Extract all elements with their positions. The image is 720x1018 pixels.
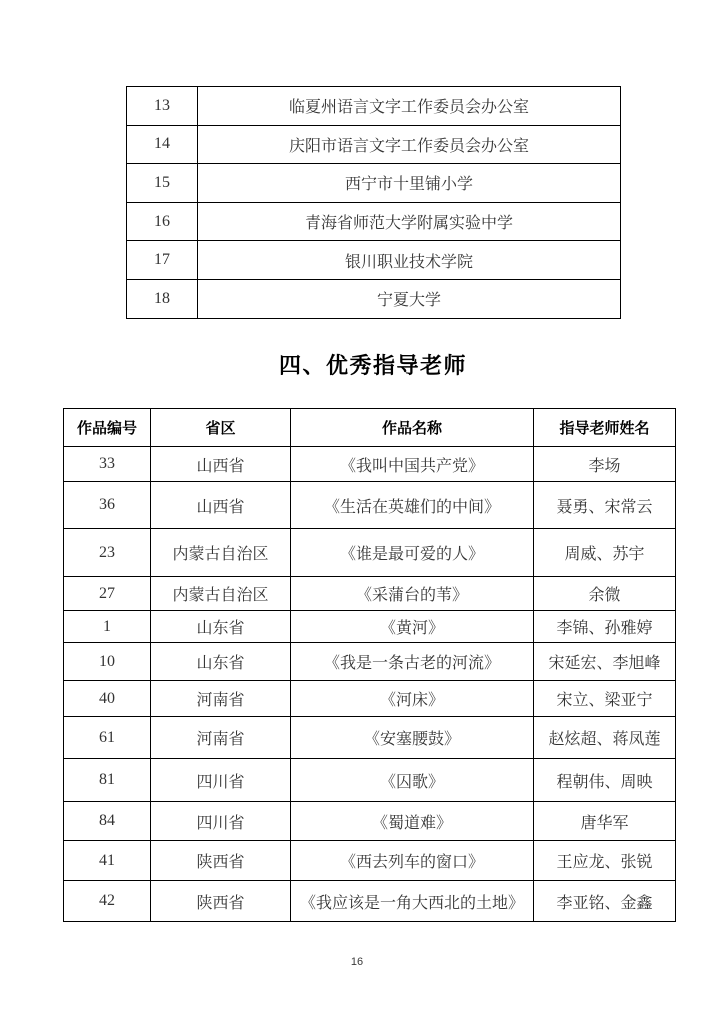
work-number-cell: 33	[64, 447, 151, 482]
award-organization-row	[127, 279, 621, 318]
teacher-name-cell: 程朝伟、周映	[534, 759, 676, 802]
header-cell-work-title: 作品名称	[291, 409, 534, 447]
teacher-name-cell: 宋延宏、李旭峰	[534, 643, 676, 681]
header-cell-work-number: 作品编号	[64, 409, 151, 447]
work-title-cell: 《蜀道难》	[291, 802, 534, 841]
work-number-cell: 27	[64, 577, 151, 611]
org-number-cell: 18	[127, 279, 198, 318]
org-number-cell: 17	[127, 241, 198, 280]
work-number-cell: 36	[64, 482, 151, 529]
award-organizations-table-body	[127, 87, 621, 319]
province-cell: 四川省	[151, 759, 291, 802]
excellent-teacher-row	[64, 611, 676, 643]
work-number-cell: 10	[64, 643, 151, 681]
section-heading: 四、优秀指导老师	[278, 353, 467, 378]
teacher-name-cell: 王应龙、张锐	[534, 841, 676, 881]
province-cell: 陕西省	[151, 841, 291, 881]
org-number-cell: 14	[127, 125, 198, 164]
work-title-cell: 《安塞腰鼓》	[291, 717, 534, 759]
work-number-cell: 61	[64, 717, 151, 759]
excellent-teachers-table-body	[64, 447, 676, 922]
award-organizations-table	[126, 86, 621, 319]
excellent-teacher-row	[64, 577, 676, 611]
work-title-cell: 《生活在英雄们的中间》	[291, 482, 534, 529]
excellent-teacher-row	[64, 447, 676, 482]
teacher-name-cell: 唐华军	[534, 802, 676, 841]
org-name-cell: 庆阳市语言文字工作委员会办公室	[198, 125, 621, 164]
province-cell: 山西省	[151, 482, 291, 529]
excellent-teacher-row	[64, 841, 676, 881]
award-organization-row	[127, 241, 621, 280]
work-number-cell: 1	[64, 611, 151, 643]
teacher-name-cell: 李亚铭、金鑫	[534, 881, 676, 922]
work-title-cell: 《囚歌》	[291, 759, 534, 802]
excellent-teachers-table-header	[64, 409, 676, 447]
excellent-teachers-table	[63, 408, 676, 922]
work-number-cell: 84	[64, 802, 151, 841]
province-cell: 四川省	[151, 802, 291, 841]
work-title-cell: 《我叫中国共产党》	[291, 447, 534, 482]
award-organization-row	[127, 202, 621, 241]
work-title-cell: 《黄河》	[291, 611, 534, 643]
teacher-name-cell: 李锦、孙雅婷	[534, 611, 676, 643]
teacher-name-cell: 宋立、梁亚宁	[534, 681, 676, 717]
work-title-cell: 《谁是最可爱的人》	[291, 529, 534, 577]
work-title-cell: 《采蒲台的苇》	[291, 577, 534, 611]
org-number-cell: 16	[127, 202, 198, 241]
province-cell: 河南省	[151, 681, 291, 717]
teacher-name-cell: 赵炫超、蒋凤莲	[534, 717, 676, 759]
excellent-teacher-row	[64, 881, 676, 922]
work-number-cell: 41	[64, 841, 151, 881]
province-cell: 河南省	[151, 717, 291, 759]
page-number: 16	[350, 956, 364, 968]
org-name-cell: 银川职业技术学院	[198, 241, 621, 280]
org-name-cell: 临夏州语言文字工作委员会办公室	[198, 87, 621, 126]
org-name-cell: 青海省师范大学附属实验中学	[198, 202, 621, 241]
work-title-cell: 《河床》	[291, 681, 534, 717]
province-cell: 内蒙古自治区	[151, 529, 291, 577]
org-name-cell: 西宁市十里铺小学	[198, 164, 621, 203]
teacher-name-cell: 李场	[534, 447, 676, 482]
org-number-cell: 15	[127, 164, 198, 203]
award-organization-row	[127, 87, 621, 126]
work-number-cell: 42	[64, 881, 151, 922]
province-cell: 山西省	[151, 447, 291, 482]
work-number-cell: 40	[64, 681, 151, 717]
excellent-teacher-row	[64, 717, 676, 759]
province-cell: 内蒙古自治区	[151, 577, 291, 611]
excellent-teacher-row	[64, 643, 676, 681]
work-title-cell: 《西去列车的窗口》	[291, 841, 534, 881]
work-title-cell: 《我是一条古老的河流》	[291, 643, 534, 681]
work-number-cell: 23	[64, 529, 151, 577]
province-cell: 山东省	[151, 611, 291, 643]
teacher-name-cell: 聂勇、宋常云	[534, 482, 676, 529]
province-cell: 陕西省	[151, 881, 291, 922]
award-organization-row	[127, 125, 621, 164]
excellent-teacher-row	[64, 529, 676, 577]
header-cell-province: 省区	[151, 409, 291, 447]
header-cell-teacher-name: 指导老师姓名	[534, 409, 676, 447]
province-cell: 山东省	[151, 643, 291, 681]
excellent-teacher-row	[64, 681, 676, 717]
excellent-teacher-row	[64, 482, 676, 529]
award-organization-row	[127, 164, 621, 203]
excellent-teacher-row	[64, 802, 676, 841]
teacher-name-cell: 周威、苏宇	[534, 529, 676, 577]
teacher-name-cell: 余微	[534, 577, 676, 611]
org-name-cell: 宁夏大学	[198, 279, 621, 318]
work-title-cell: 《我应该是一角大西北的土地》	[291, 881, 534, 922]
work-number-cell: 81	[64, 759, 151, 802]
header-row	[64, 409, 676, 447]
excellent-teacher-row	[64, 759, 676, 802]
org-number-cell: 13	[127, 87, 198, 126]
